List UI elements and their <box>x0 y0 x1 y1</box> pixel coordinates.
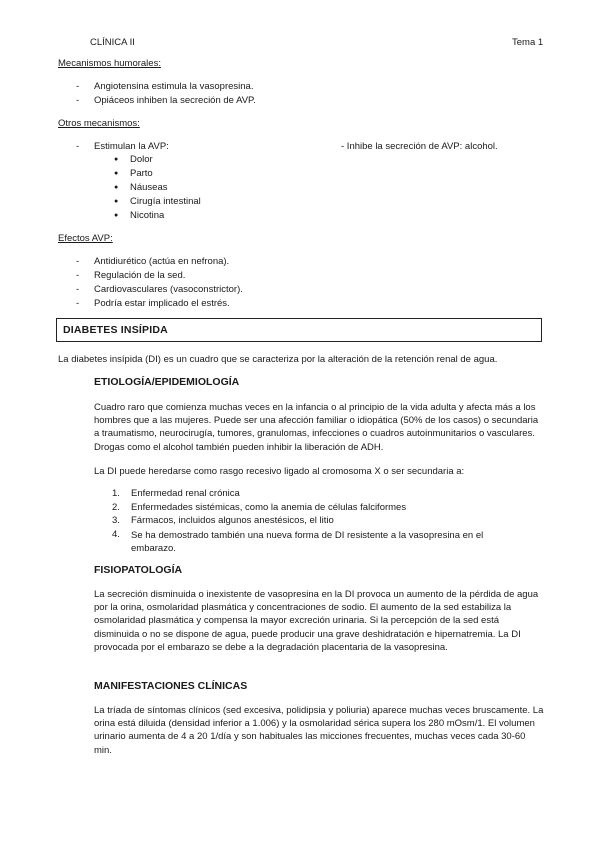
efectos-item: Podría estar implicado el estrés. <box>94 298 230 309</box>
humorales-item: Opiáceos inhiben la secreción de AVP. <box>94 95 256 106</box>
fisio-paragraph: La secreción disminuida o inexistente de vasopresina en la DI provoca un aumento de la pérdida de agua por la orina, osmolaridad plasmática y concentraciones de sodio. El aumento de la sed estabiliza la osmolaridad plasmática y compensa la mayor excreción urinaria. Si la percepción de la sed está disminuida o no se dispone de agua, puede producir una grave deshidratación e hipernatremia. La DI provocada por el embarazo se debe a la degradación placentaria de la vasopresina. <box>94 589 539 653</box>
manif-paragraph: La tríada de síntomas clínicos (sed excesiva, polidipsia y poliuria) aparece muchas veces bruscamente. La orina está diluida (densidad inferior a 1.006) y la osmolaridad sérica supera los 280 mOsm/1. El volumen urinario aumenta de 4 a 20 1/día y son habituales las micciones frecuentes, muchas veces cada 30-60 min. <box>94 705 544 756</box>
stimulator-item: Dolor <box>130 154 153 165</box>
humorales-item: Angiotensina estimula la vasopresina. <box>94 81 254 92</box>
dash: - <box>76 298 80 309</box>
list-item: Fármacos, incluidos algunos anestésicos, el litio <box>131 515 334 526</box>
efectos-item: Antidiurético (actúa en nefrona). <box>94 256 230 267</box>
efectos-title: Efectos AVP: <box>58 233 113 244</box>
otros-title: Otros mecanismos: <box>58 118 140 129</box>
inhibit-label: - Inhibe la secreción de AVP: alcohol. <box>341 141 498 152</box>
etiologia-paragraph-2: La DI puede heredarse como rasgo recesivo ligado al cromosoma X o ser secundaria a: <box>94 466 465 477</box>
stimulator-item: Náuseas <box>130 182 168 193</box>
header-course: CLÍNICA II <box>90 37 135 48</box>
dash: - <box>76 95 80 106</box>
dash: - <box>76 284 80 295</box>
stimulator-item: Nicotina <box>130 210 165 221</box>
efectos-item: Cardiovasculares (vasoconstrictor). <box>94 284 243 295</box>
stimulator-item: Cirugía intestinal <box>130 196 201 207</box>
list-number: 3. <box>112 515 120 526</box>
dash: - <box>76 81 80 92</box>
efectos-item: Regulación de la sed. <box>94 270 186 281</box>
etiologia-paragraph-1: Cuadro raro que comienza muchas veces en la infancia o al principio de la vida adulta y afecta más a los hombres que a las mujeres. Puede ser una afección familiar o idiopática (50% de los casos) o secundaria a traumatismo, neurocirugía, tumores, granulomas, infecciones o cuadros autoinmunitarios o vasculares. Drogas como el alcohol también pueden inhibir la liberación de ADH. <box>94 402 539 453</box>
manif-title: MANIFESTACIONES CLÍNICAS <box>94 680 248 692</box>
dash: - <box>76 270 80 281</box>
bullet: ● <box>114 170 119 177</box>
bullet: ● <box>114 198 119 205</box>
bullet: ● <box>114 184 119 191</box>
header-topic: Tema 1 <box>512 37 544 48</box>
list-number: 1. <box>112 488 120 499</box>
fisio-title: FISIOPATOLOGÍA <box>94 564 183 576</box>
section-intro: La diabetes insípida (DI) es un cuadro que se caracteriza por la alteración de la retención renal de agua. <box>58 354 498 365</box>
list-item: Enfermedades sistémicas, como la anemia de células falciformes <box>131 502 407 513</box>
stimulate-label: Estimulan la AVP: <box>94 141 169 152</box>
dash: - <box>76 141 80 152</box>
section-heading-box <box>56 318 542 342</box>
humorales-title: Mecanismos humorales: <box>58 58 161 69</box>
list-item: Enfermedad renal crónica <box>131 488 240 499</box>
dash: - <box>76 256 80 267</box>
list-number: 2. <box>112 502 120 513</box>
etiologia-title: ETIOLOGÍA/EPIDEMIOLOGÍA <box>94 376 240 388</box>
bullet: ● <box>114 156 119 163</box>
list-item: Se ha demostrado también una nueva forma de DI resistente a la vasopresina en el embarazo. <box>131 530 484 555</box>
bullet: ● <box>114 212 119 219</box>
stimulator-item: Parto <box>130 168 153 179</box>
list-number: 4. <box>112 529 120 540</box>
section-title: DIABETES INSÍPIDA <box>63 324 168 336</box>
